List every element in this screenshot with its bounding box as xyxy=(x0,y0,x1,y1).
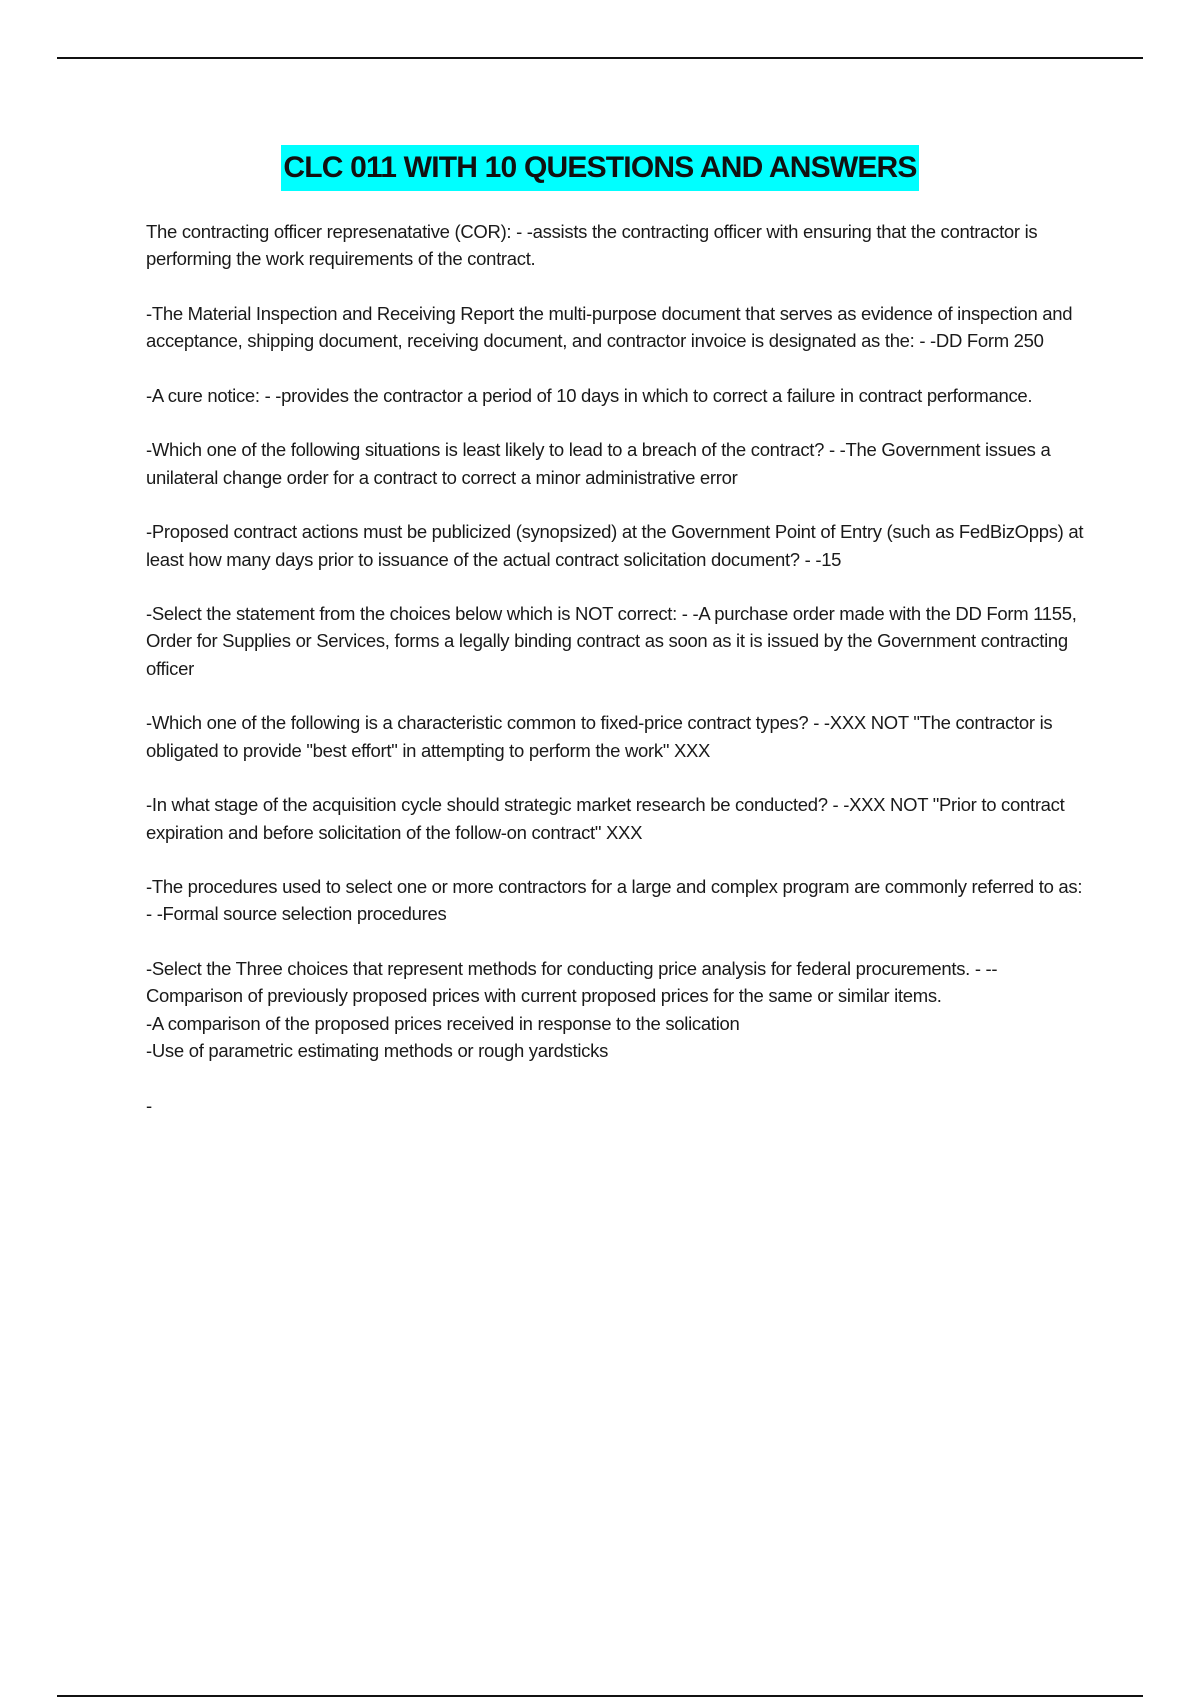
qa-entry-10-line: -Use of parametric estimating methods or rough yardsticks xyxy=(146,1039,609,1061)
qa-entry-10-line: -Select the Three choices that represent methods for conducting price analysis for federal procurements. - --Comparison of previously proposed prices with current proposed prices for the same or similar items. xyxy=(146,958,998,1007)
qa-entry-9: -The procedures used to select one or more contractors for a large and complex program are commonly referred to as: - -Formal source selection procedures xyxy=(146,876,1083,925)
header-rule xyxy=(57,57,1143,59)
trailing-dash: - xyxy=(146,1094,152,1116)
qa-entry-1: The contracting officer represenatative (COR): - -assists the contracting officer with ensuring that the contractor is performing the work requirements of the contract. xyxy=(146,221,1038,270)
qa-entry-2: -The Material Inspection and Receiving Report the multi-purpose document that serves as evidence of inspection and acceptance, shipping document, receiving document, and contractor invoice is designated as the: - -DD Form 250 xyxy=(146,302,1073,352)
qa-entry-10 xyxy=(146,955,1092,1064)
qa-entry-10-line: -A comparison of the proposed prices received in response to the solication xyxy=(146,1012,740,1034)
document-title: CLC 011 WITH 10 QUESTIONS AND ANSWERS xyxy=(281,145,918,191)
qa-entry-8: -In what stage of the acquisition cycle should strategic market research be conducted? - -XXX NOT "Prior to contract expiration and before solicitation of the follow-on contract" XXX xyxy=(146,794,1065,843)
footer-rule xyxy=(57,1695,1143,1697)
qa-entry-3: -A cure notice: - -provides the contractor a period of 10 days in which to correct a failure in contract performance. xyxy=(146,384,1033,406)
qa-entry-5: -Proposed contract actions must be publicized (synopsized) at the Government Point of Entry (such as FedBizOpps) at least how many days prior to issuance of the actual contract solicitation document? - -15 xyxy=(146,521,1084,570)
qa-entry-6: -Select the statement from the choices below which is NOT correct: - -A purchase order made with the DD Form 1155, Order for Supplies or Services, forms a legally binding contract as soon as it is issued by the Government contracting officer xyxy=(146,603,1077,679)
document-body xyxy=(146,218,1092,1146)
title-container xyxy=(0,145,1200,191)
qa-entry-7: -Which one of the following is a characteristic common to fixed-price contract types? - -XXX NOT "The contractor is obligated to provide "best effort" in attempting to perform the work" XXX xyxy=(146,712,1053,761)
qa-entry-4: -Which one of the following situations is least likely to lead to a breach of the contract? - -The Government issues a unilateral change order for a contract to correct a minor administrative error xyxy=(146,439,1051,488)
